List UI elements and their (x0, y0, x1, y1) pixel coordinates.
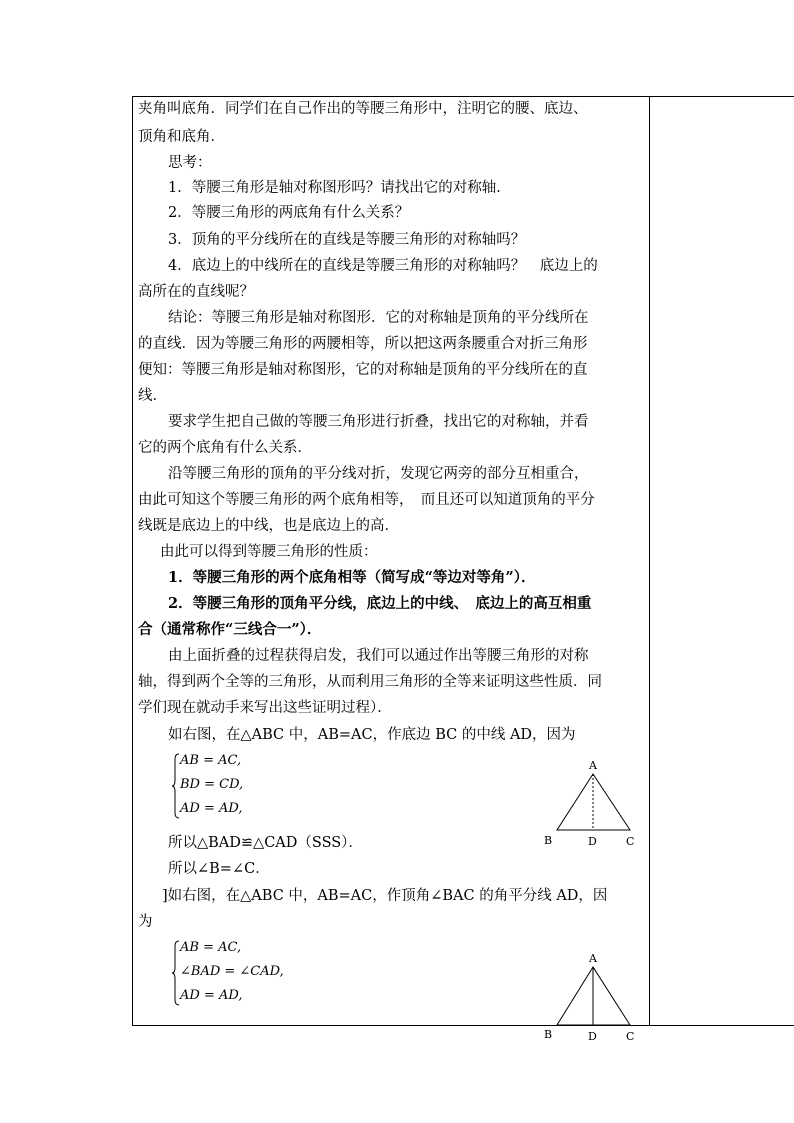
left-brace-icon (172, 753, 180, 819)
text-line: 高所在的直线呢？ (138, 284, 254, 300)
equation-row: AD = AD, (180, 801, 243, 816)
text-line: 顶角和底角． (138, 129, 225, 145)
left-brace-icon (172, 940, 180, 1006)
property-1: 1．等腰三角形的两个底角相等（简写成“等边对等角”）． (168, 569, 536, 586)
vertex-label-d: D (588, 1030, 597, 1043)
text-line: 如右图，在△ABC 中，AB=AC，作底边 BC 的中线 AD，因为 (168, 727, 576, 743)
column-divider (649, 96, 650, 1026)
vertex-label-a: A (589, 952, 597, 965)
text-line: 要求学生把自己做的等腰三角形进行折叠，找出它的对称轴，并看 (168, 414, 589, 430)
vertex-label-c: C (626, 1030, 635, 1043)
text-line: 它的两个底角有什么关系． (138, 440, 312, 456)
text-line: 4．底边上的中线所在的直线是等腰三角形的对称轴吗？ 底边上的 (168, 258, 598, 274)
text-line: 为 (138, 914, 153, 930)
text-line: 思考： (168, 155, 212, 171)
text-line: 3．顶角的平分线所在的直线是等腰三角形的对称轴吗？ (168, 232, 526, 248)
equation-system-1 (172, 753, 292, 819)
vertex-label-b: B (544, 1028, 553, 1041)
triangle-figure-2 (538, 950, 642, 1046)
equation-row: AB = AC, (180, 940, 242, 955)
vertex-label-d: D (588, 835, 597, 848)
vertex-label-c: C (626, 835, 635, 848)
equation-system-2 (172, 940, 292, 1006)
text-line: 由上面折叠的过程获得启发，我们可以通过作出等腰三角形的对称 (168, 648, 589, 664)
text-line: 沿等腰三角形的顶角的平分线对折，发现它两旁的部分互相重合， (168, 466, 589, 482)
text-line: 轴，得到两个全等的三角形，从而利用三角形的全等来证明这些性质．同 (138, 674, 602, 690)
property-2-cont: 合（通常称作“三线合一”）． (138, 621, 322, 638)
text-line: 1．等腰三角形是轴对称图形吗？请找出它的对称轴． (168, 180, 511, 196)
text-line: 由此可知这个等腰三角形的两个底角相等， 而且还可以知道顶角的平分 (138, 492, 595, 508)
vertex-label-b: B (544, 834, 553, 847)
property-2: 2．等腰三角形的顶角平分线，底边上的中线、 底边上的高互相重 (168, 595, 592, 612)
vertex-label-a: A (589, 759, 597, 772)
equation-row: AD = AD, (180, 988, 243, 1003)
text-line: 的直线．因为等腰三角形的两腰相等，所以把这两条腰重合对折三角形 (138, 336, 588, 352)
text-line: 线． (138, 388, 167, 404)
text-line: 所以△BAD≌△CAD（SSS）． (168, 835, 363, 851)
text-line: 由此可以得到等腰三角形的性质： (160, 544, 378, 560)
text-line: ]如右图，在△ABC 中，AB=AC，作顶角∠BAC 的角平分线 AD，因 (162, 888, 608, 904)
triangle-figure-1 (538, 755, 642, 851)
equation-row: ∠BAD = ∠CAD, (180, 964, 284, 979)
text-line: 学们现在就动手来写出这些证明过程）． (138, 700, 392, 716)
equation-row: AB = AC, (180, 753, 242, 768)
text-line: 所以∠B=∠C． (168, 861, 270, 877)
text-line: 便知：等腰三角形是轴对称图形，它的对称轴是顶角的平分线所在的直 (138, 362, 588, 378)
text-line: 线既是底边上的中线，也是底边上的高． (138, 518, 399, 534)
text-line: 夹角叫底角．同学们在自己作出的等腰三角形中，注明它的腰、底边、 (138, 101, 588, 117)
text-line: 2．等腰三角形的两底角有什么关系？ (168, 205, 410, 221)
equation-row: BD = CD, (180, 777, 244, 792)
text-line: 结论：等腰三角形是轴对称图形．它的对称轴是顶角的平分线所在 (168, 310, 589, 326)
